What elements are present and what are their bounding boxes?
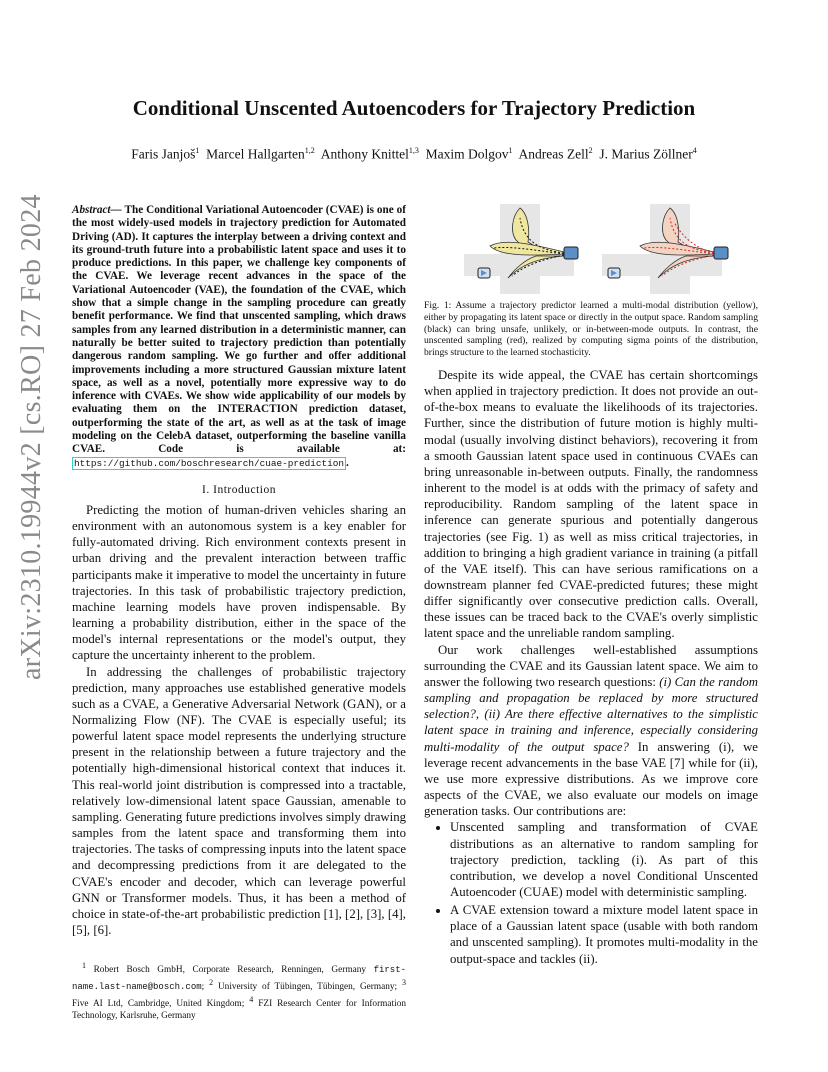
right-paragraph-1: Despite its wide appeal, the CVAE has certain shortcomings when applied in trajectory prediction. It does not provide an out-of-the-box means to evaluate the likelihoods of its trajectories. Further, since the distribution of future motion is highly multi-modal (usually involving distinct behaviors), recovering it from a smooth Gaussian latent space used in continuous CVAEs can bring unreasonable in-between outputs. Finally, the randomness inherent to the model is at odds with the primacy of safety and reproducibility. Random sampling of the latent space in inference can generate spurious and potentially dangerous trajectories (see Fig. 1) as well as miss critical trajectories, in addition to bringing a high gradient variance in training (a pitfall of the VAE itself). This can have serious ramifications on a downstream planner fed CVAE-predicted futures; these might differ significantly over consecutive prediction calls. Overall, these issues can be traced back to the CVAE's overly simplistic latent space and the unreliable random sampling. — [424, 367, 758, 641]
contribution-item: • Unscented sampling and transformation of CVAE distributions as an alternative to random sampling for trajectory prediction, tackling (i). As part of this contribution, we develop a novel Conditional Unscented Autoencoder (CUAE) model with deterministic sampling. — [450, 819, 758, 900]
author: Anthony Knittel — [320, 146, 409, 162]
random-sampling-panel — [464, 204, 578, 294]
figure-caption: Fig. 1: Assume a trajectory predictor learned a multi-modal distribution (yellow), either by propagating its latent space or directly in the output space. Random sampling (black) can bring unsafe, unlikely, or in-between-mode outputs. In contrast, the unscented sampling (red), realized by computing sigma points of the distribution, brings structure to the learned stochasticity. — [424, 300, 758, 359]
figure-1 — [424, 204, 758, 294]
author-list: Faris Janjoš$^1$ Marcel Hallgarten$^{1,2}$ Anthony Knittel$^{1,3}$ Maxim Dolgov$^1$ Andreas Zell$^2$ J. Marius Zöllner$^4$ — [131, 146, 697, 162]
right-column — [424, 204, 758, 969]
author: Maxim Dolgov — [425, 146, 509, 162]
paper-title: Conditional Unscented Autoencoders for Trajectory Prediction — [132, 96, 696, 120]
abstract-lead: Abstract— — [72, 204, 122, 216]
contribution-item: • A CVAE extension toward a mixture model latent space in place of a Gaussian latent space (usable with both random and unscented sampling). It promotes multi-modality in the output-space and tackles (ii). — [450, 902, 758, 967]
intro-paragraph-2: In addressing the challenges of probabilistic trajectory prediction, many approaches use established generative models such as a CVAE, a Generative Adversarial Network (GAN), or a Normalizing Flow (NF). The CVAE is especially useful; its powerful latent space model represents the underlying structure present in the relationship between a future trajectory and the potentially high-dimensional historical context that induces it. This real-world joint distribution is compressed into a tractable, relatively low-dimensional latent space Gaussian, amenable to sampling. Generating future predictions involves simply drawing samples from the latent space and transforming them into trajectories. The tasks of compressing inputs into the latent space and decompressing predictions from it are delegated to the CVAE's encoder and decoder, which can leverage powerful GNN or Transformer models. Thus, it has been a method of choice in state-of-the-art probabilistic prediction [1], [2], [3], [4], [5], [6]. — [72, 664, 406, 937]
abstract: Abstract— The Conditional Variational Autoencoder (CVAE) is one of the most widely-used models in trajectory prediction for Automated Driving (AD). It captures the interplay between a driving context and its ground-truth future into a probabilistic latent space and uses it to produce predictions. In this paper, we challenge key components of the CVAE. We leverage recent advances in the space of the Variational Autoencoder (VAE), the foundation of the CVAE, which show that a simple change in the sampling procedure can greatly benefit performance. We find that unscented sampling, which draws samples from any learned distribution in a deterministic manner, can naturally be better suited to trajectory prediction than potentially dangerous random sampling. We go further and offer additional improvements including a more structured Gaussian mixture latent space, as well as a novel, potentially more expressive way to do inference with CVAEs. We show wide applicability of our models by evaluating them on the INTERACTION prediction dataset, outperforming the state of the art, as well as at the task of image modeling on the CelebA dataset, outperforming the baseline vanilla CVAE. Code is available at: https://github.com/boschresearch/cuae-prediction . — [72, 204, 406, 469]
author: Faris Janjoš — [131, 146, 196, 162]
abstract-text: The Conditional Variational Autoencoder (CVAE) is one of the most widely-used models in trajectory prediction for Automated Driving (AD). It captures the interplay between a driving context and its ground-truth future into a probabilistic latent space and uses it to produce predictions. In this paper, we challenge key components of the CVAE. We leverage recent advances in the space of the Variational Autoencoder (VAE), the foundation of the CVAE, which show that a simple change in the sampling procedure can greatly benefit performance. We find that unscented sampling, which draws samples from any learned distribution in a deterministic manner, can naturally be better suited to trajectory prediction than potentially dangerous random sampling. We go further and offer additional improvements including a more structured Gaussian mixture latent space, as well as a novel, potentially more expressive way to do inference with CVAEs. We show wide applicability of our models by evaluating them on the INTERACTION prediction dataset, outperforming the state of the art, as well as at the task of image modeling on the CelebA dataset, outperforming the baseline vanilla CVAE. Code is available at: — [72, 204, 406, 456]
arxiv-watermark: arXiv:2310.19944v2 [cs.RO] 27 Feb 2024 — [16, 194, 47, 680]
author: Marcel Hallgarten — [206, 146, 305, 162]
author: Andreas Zell — [518, 146, 589, 162]
contributions-list — [424, 819, 758, 966]
right-paragraph-2: Our work challenges well-established assumptions surrounding the CVAE and its Gaussian latent space. We aim to answer the following two research questions: (i) Can the random sampling and propagation be replaced by more structured selection?, (ii) Are there effective alternatives to the simplistic latent space in training and inference, especially considering multi-modality of the output space? In answering (i), we leverage recent advancements in the base VAE [7] while for (ii), we use more expressive distributions. As we improve core aspects of the CVAE, we also evaluate our models on image generation tasks. Our contributions are: — [424, 642, 758, 819]
unscented-sampling-panel — [602, 204, 728, 294]
left-column — [72, 204, 406, 1022]
section-heading: I. Introduction — [202, 483, 276, 496]
code-link[interactable]: https://github.com/boschresearch/cuae-prediction — [74, 457, 345, 469]
author: J. Marius Zöllner — [599, 146, 693, 162]
trajectory-figure — [424, 204, 758, 294]
research-questions: (i) Can the random sampling and propagation be replaced by more structured selection?, (ii) Are there effective alternatives to the simplistic latent space in training and inference, especially considering multi-modality of the output space? — [424, 674, 758, 754]
intro-paragraph-1: Predicting the motion of human-driven vehicles sharing an environment with an autonomous system is a key enabler for fully-automated driving. Rich environment contexts present in urban driving and the prevalent interaction between traffic participants make it imperative to model the uncertainty in future trajectories. In this task of probabilistic trajectory prediction, machine learning models have proven indispensable. By learning a probability distribution, either in the space of the model's internal representations or the model's output, they capture the uncertainty inherent to the problem. — [72, 502, 406, 663]
footnote: $^1$ Robert Bosch GmbH, Corporate Research, Renningen, Germany first-name.last-name@bosch.com; $^2$ University of Tübingen, Tübingen, Germany; $^3$ Five AI Ltd, Cambridge, United Kingdom; $^4$ FZI Research Center for Information Technology, Karlsruhe, Germany — [72, 961, 407, 1021]
email: first-name.last-name@bosch.com — [72, 965, 407, 993]
